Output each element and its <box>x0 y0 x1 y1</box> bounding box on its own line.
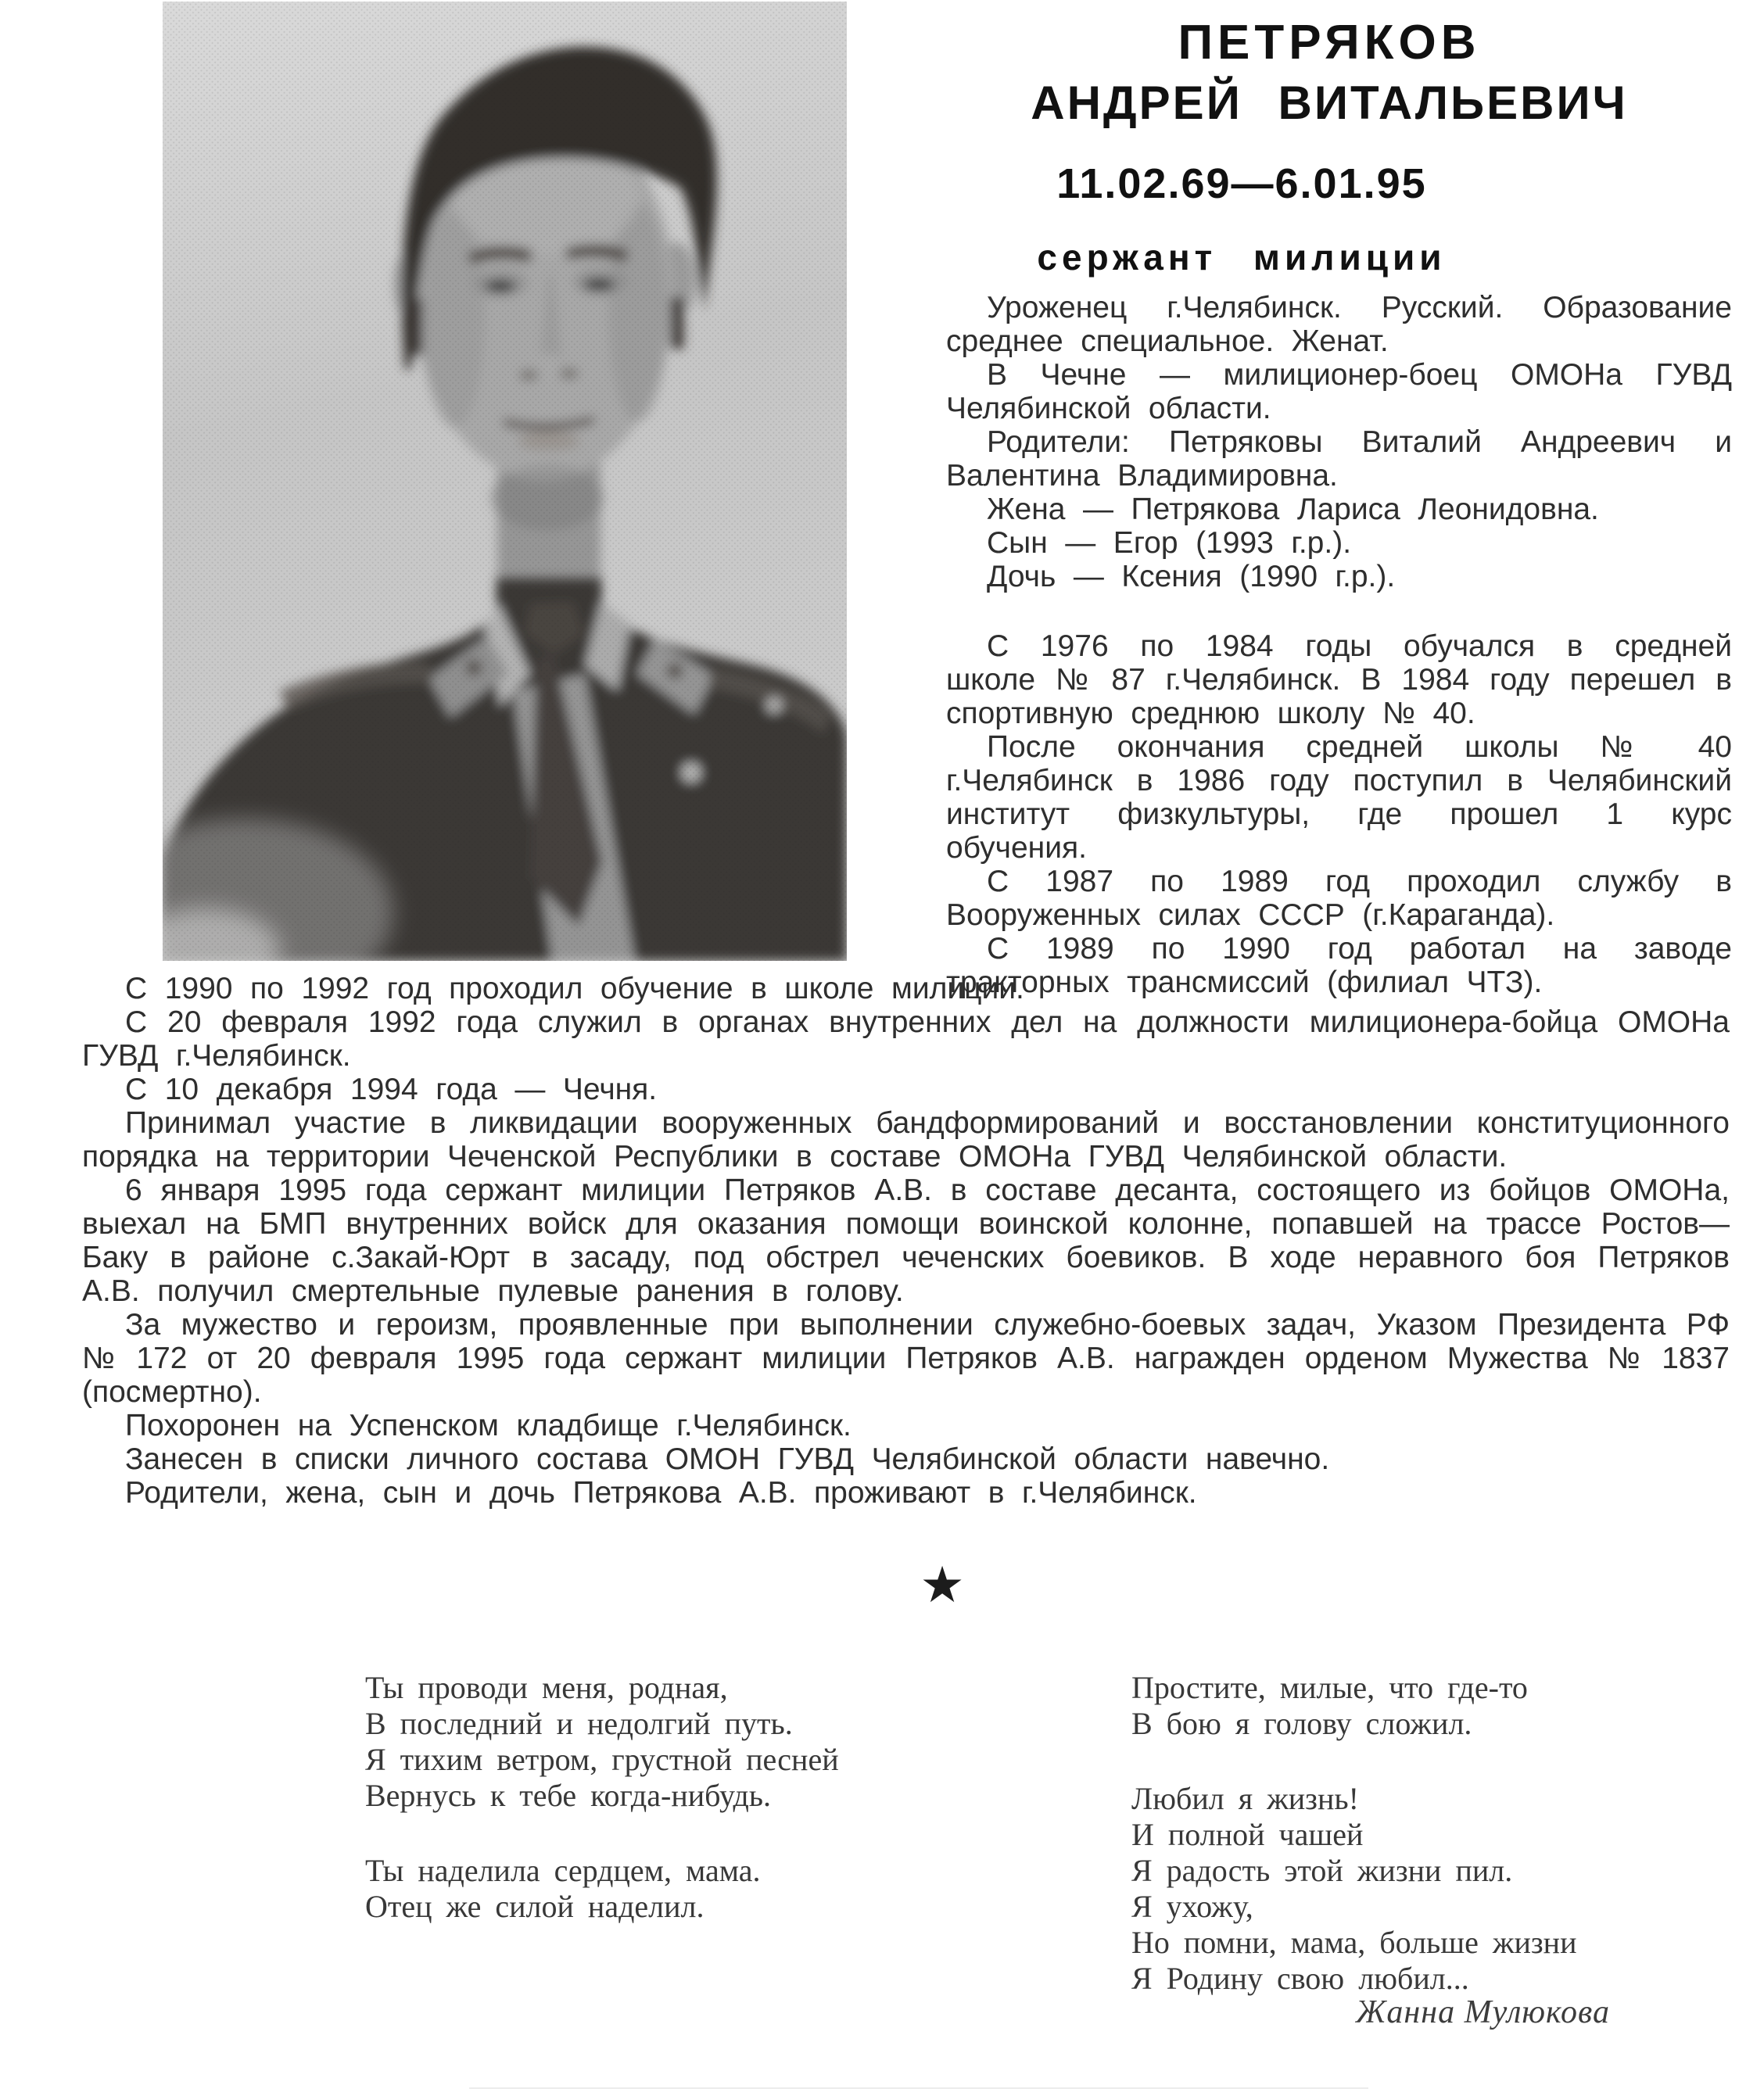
portrait-photo-svg <box>163 2 847 961</box>
poem-line: В последний и недолгий путь. <box>365 1706 793 1741</box>
bio-paragraph: С 10 декабря 1994 года — Чечня. <box>125 1073 658 1106</box>
poem-line: Я Родину свою любил... <box>1131 1961 1469 1996</box>
bio-paragraph: С 1987 по 1989 год проходил службу в Вооруженных силах СССР (г.Караганда). <box>946 865 1732 932</box>
surname-title: ПЕТРЯКОВ <box>1178 16 1481 70</box>
poem-stanza <box>365 1853 897 1925</box>
bio-paragraph: Сын — Егор (1993 г.р.). <box>987 526 1352 560</box>
bio-paragraph: За мужество и героизм, проявленные при выполнении служебно-боевых задач, Указом Президента РФ № 172 от 20 февраля 1995 года сержант милиции Петряков А.В. награжден орденом Мужества № 1837 (посмертно). <box>82 1308 1730 1409</box>
poem-line: Простите, милые, что где-то <box>1131 1670 1528 1705</box>
bio-paragraph: Жена — Петрякова Лариса Леонидовна. <box>987 493 1599 526</box>
photo-halftone-overlay <box>163 2 847 961</box>
poem-right <box>1131 1670 1632 1997</box>
poem-line: Отец же силой наделил. <box>365 1889 705 1924</box>
poem-line: В бою я голову сложил. <box>1131 1706 1472 1741</box>
poem-author: Жанна Мулюкова <box>1355 1994 1610 2030</box>
bio-paragraph: С 1976 по 1984 годы обучался в средней школе № 87 г.Челябинск. В 1984 году перешел в спортивную среднюю школу № 40. <box>946 629 1732 730</box>
poem-line: Ты наделила сердцем, мама. <box>365 1853 761 1888</box>
name-patronymic-title: АНДРЕЙ ВИТАЛЬЕВИЧ <box>1031 77 1628 129</box>
scan-artifact-line <box>469 2087 1368 2089</box>
bio-paragraph: Родители, жена, сын и дочь Петрякова А.В. проживают в г.Челябинск. <box>125 1476 1197 1510</box>
bio-paragraph: Родители: Петряковы Виталий Андреевич и Валентина Владимировна. <box>946 425 1732 493</box>
poem-left <box>365 1670 897 1925</box>
bio-paragraph: С 1989 по 1990 год работал на заводе тракторных трансмиссий (филиал ЧТЗ). <box>946 932 1732 999</box>
bio-paragraph: С 1990 по 1992 год проходил обучение в школе милиции. <box>125 972 1024 1005</box>
bio-paragraph: Уроженец г.Челябинск. Русский. Образование среднее специальное. Женат. <box>946 291 1732 358</box>
bio-column <box>946 291 1732 999</box>
poem-line: Вернусь к тебе когда-нибудь. <box>365 1778 772 1813</box>
poem-stanza <box>1131 1670 1632 1742</box>
poem-line: Я радость этой жизни пил. <box>1131 1853 1513 1888</box>
bio-paragraph: После окончания средней школы № 40 г.Челябинск в 1986 году поступил в Челябинский институт физкультуры, где прошел 1 курс обучения. <box>946 730 1732 865</box>
poem-line: Я тихим ветром, грустной песней <box>365 1742 839 1777</box>
poem-line: Любил я жизнь! <box>1131 1781 1359 1816</box>
poem-line: И полной чашей <box>1131 1817 1364 1852</box>
bio-paragraph: В Чечне — милиционер-боец ОМОНа ГУВД Челябинской области. <box>946 358 1732 425</box>
poem-line: Я ухожу, <box>1131 1889 1253 1924</box>
poem-line: Ты проводи меня, родная, <box>365 1670 728 1705</box>
portrait-photo <box>163 2 847 961</box>
bio-paragraph: С 20 февраля 1992 года служил в органах внутренних дел на должности милиционера-бойца ОМОНа ГУВД г.Челябинск. <box>82 1005 1730 1073</box>
life-dates: 11.02.69—6.01.95 <box>1056 160 1427 207</box>
rank-title: сержант милиции <box>1037 237 1447 278</box>
poem-stanza <box>365 1670 897 1814</box>
bio-full-width <box>82 972 1730 1510</box>
poem-line: Но помни, мама, больше жизни <box>1131 1925 1577 1960</box>
bio-paragraph: Дочь — Ксения (1990 г.р.). <box>987 560 1396 593</box>
poem-stanza <box>1131 1781 1632 1997</box>
header-block <box>923 16 1736 278</box>
star-divider-icon: ★ <box>920 1557 965 1613</box>
bio-paragraph: Занесен в списки личного состава ОМОН ГУВД Челябинской области навечно. <box>125 1442 1330 1476</box>
bio-paragraph: 6 января 1995 года сержант милиции Петряков А.В. в составе десанта, состоящего из бойцов ОМОНа, выехал на БМП внутренних войск для оказания помощи воинской колонне, попавшей на трассе Ростов—Баку в районе с.Закай-Юрт в засаду, под обстрел чеченских боевиков. В ходе неравного боя Петряков А.В. получил смертельные пулевые ранения в голову. <box>82 1173 1730 1308</box>
bio-paragraph: Похоронен на Успенском кладбище г.Челябинск. <box>125 1409 852 1442</box>
bio-paragraph: Принимал участие в ликвидации вооруженных бандформирований и восстановлении конституционного порядка на территории Чеченской Республики в составе ОМОНа ГУВД Челябинской области. <box>82 1106 1730 1173</box>
